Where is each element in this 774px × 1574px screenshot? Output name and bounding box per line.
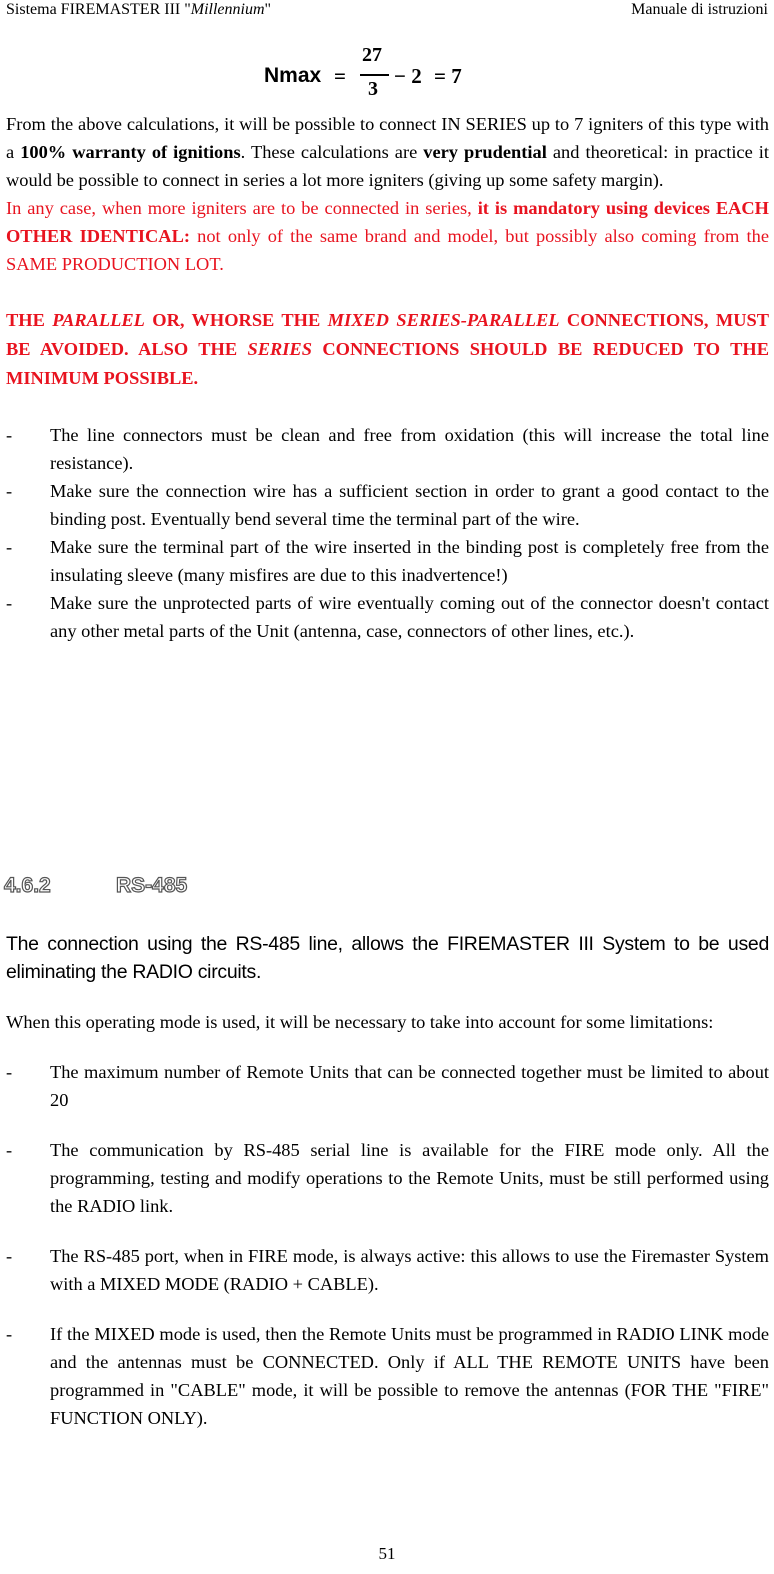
rs485-intro: The connection using the RS-485 line, allows the FIREMASTER III System to be used eliminating the RADIO circuits.: [6, 933, 769, 983]
limitations-paragraph: When this operating mode is used, it will be necessary to take into account for some limitations:: [6, 1012, 714, 1032]
list-item: - The RS-485 port, when in FIRE mode, is always active: this allows to use the Firemaster System with a MIXED MODE (RADIO + CABLE).: [6, 1246, 769, 1294]
bold-warranty: 100% warranty of ignitions: [20, 142, 241, 162]
wiring-checklist: [6, 421, 769, 645]
section-title: RS-485: [116, 874, 188, 897]
section-number: 4.6.2: [4, 874, 51, 897]
list-item: - Make sure the unprotected parts of wire eventually coming out of the connector doesn't contact any other metal parts of the Unit (antenna, case, connectors of other lines, etc.).: [6, 593, 769, 641]
bold-mandatory: it is mandatory using devices EACH OTHER IDENTICAL:: [6, 198, 769, 246]
nmax-formula: [0, 40, 774, 106]
connections-warning: THE PARALLEL OR, WHORSE THE MIXED SERIES-PARALLEL CONNECTIONS, MUST BE AVOIDED. ALSO THE SERIES CONNECTIONS SHOULD BE REDUCED TO THE MINIMUM POSSIBLE.: [6, 310, 769, 388]
calculation-paragraph: From the above calculations, it will be possible to connect IN SERIES up to 7 igniters of this type with a 100% warranty of ignitions. These calculations are very prudential and theoretical: in practice it would be possible to connect in series a lot more igniters (giving up some safety margin).: [6, 114, 770, 190]
list-item: - Make sure the connection wire has a sufficient section in order to grant a good contact to the binding post. Eventually bend several time the terminal part of the wire.: [6, 481, 769, 529]
body-top: [6, 110, 769, 645]
list-item: - If the MIXED mode is used, then the Remote Units must be programmed in RADIO LINK mode and the antennas must be CONNECTED. Only if ALL THE REMOTE UNITS have been programmed in "CABLE" mode, it will be possible to remove the antennas (FOR THE "FIRE" FUNCTION ONLY).: [6, 1324, 769, 1428]
formula-minus: − 2: [394, 64, 422, 88]
formula-result: = 7: [434, 64, 462, 88]
list-item: - The line connectors must be clean and free from oxidation (this will increase the total line resistance).: [6, 425, 769, 473]
header-manual-label: Manuale di istruzioni: [631, 1, 768, 18]
body-bottom: [6, 930, 769, 1432]
formula-equals: =: [334, 64, 346, 88]
formula-denominator: 3: [368, 78, 378, 100]
identical-devices-paragraph: In any case, when more igniters are to be connected in series, it is mandatory using devices EACH OTHER IDENTICAL: not only of the same brand and model, but possibly also coming from the SAME PRODUCTION LOT.: [6, 198, 769, 274]
list-item: - Make sure the terminal part of the wire inserted in the binding post is completely free from the insulating sleeve (many misfires are due to this inadvertence!): [6, 537, 769, 585]
list-item: - The communication by RS-485 serial line is available for the FIRE mode only. All the programming, testing and modify operations to the Remote Units, must be still performed using the RADIO link.: [6, 1140, 769, 1216]
page-header: [6, 0, 768, 22]
page-number: 51: [378, 1544, 396, 1563]
header-title-italic: Millennium: [190, 1, 265, 18]
bold-prudential: very prudential: [423, 142, 547, 162]
formula-numerator: 27: [362, 44, 382, 66]
section-heading: [4, 874, 188, 898]
header-title: Sistema FIREMASTER III "Millennium": [6, 1, 272, 18]
fraction-bar: [360, 74, 389, 76]
limitations-list: [6, 1058, 769, 1432]
list-item: - The maximum number of Remote Units that can be connected together must be limited to about 20: [6, 1062, 769, 1110]
formula-lhs: Nmax: [264, 64, 322, 87]
